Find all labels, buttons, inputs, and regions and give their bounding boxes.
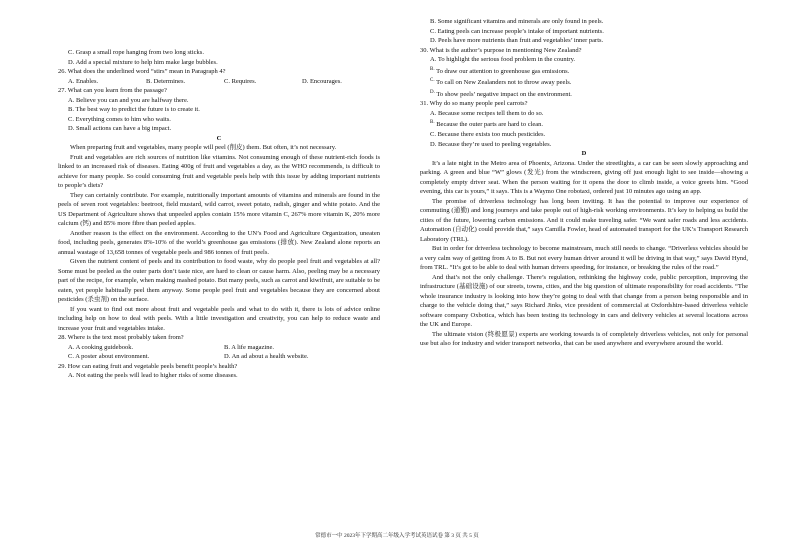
- option-c: C. Because there exists too much pesticides.: [430, 131, 546, 139]
- question-28-options-row2: [58, 352, 380, 362]
- page-footer: 常德市一中 2023年下学期高二年级入学考试英语试卷 第 3 页 共 5 页: [315, 533, 479, 539]
- option-text: Because the outer parts are hard to clean.: [436, 121, 544, 129]
- option-letter: D.: [430, 89, 435, 95]
- option-a: A. To highlight the serious food problem in the country.: [430, 56, 576, 63]
- passage-c-paragraph: Given the nutrient content of peels and its contribution to food waste, why do people peel fruit and vegetables at all? Some must be peeled as the outer parts don’t taste nice, are hard to clean or cause harm. Also, peeling may be a necessary part of the recipe, for example, when making mashed potato. But many peels, such as carrot and kiwifruit, are suitable to be eaten, yet people habitually peel them anyway. Some people peel fruit and vegetables because they are concerned about pesticides (杀虫剂) on the surface.: [58, 258, 381, 303]
- option-a: A. Enables.: [68, 77, 99, 85]
- option-line: C. Grasp a small rope hanging from two long sticks.: [68, 49, 204, 56]
- option-d: D. Small actions can have a big impact.: [68, 125, 172, 132]
- right-column: [420, 17, 748, 349]
- question-29-stem: 29. How can eating fruit and vegetable peels benefit people’s health?: [58, 362, 238, 370]
- option-text: To call on New Zealanders not to throw away peels.: [436, 79, 572, 87]
- passage-d-paragraph: The ultimate vision (终极愿景) experts are working towards is of completely driverless vehicles, not only for personal use but also for industry and wider transport networks, that can be used anywhere and everywhere around the world.: [420, 330, 748, 348]
- question-31-stem: 31. Why do so many people peel carrots?: [420, 100, 528, 108]
- passage-d-paragraph: But in order for driverless technology to become mainstream, much still needs to change. “Driverless vehicles should be a very calm way of getting from A to B. But not every human driver around it will be driving in that way,” says David Hynd, from TRL. “It’s got to be able to deal with human drivers speeding, for instance, or breaking the rules of the road.”: [420, 245, 748, 272]
- question-26-stem: 26. What does the underlined word “stirs” mean in Paragraph 4?: [58, 68, 226, 75]
- option-text: To show peels’ negative impact on the environment.: [436, 90, 572, 98]
- option-c: C. Everything comes to him who waits.: [68, 115, 171, 123]
- question-26-options: [58, 77, 380, 87]
- option-c: C. Requires.: [224, 77, 257, 85]
- question-27-stem: 27. What can you learn from the passage?: [58, 87, 167, 94]
- option-line: D. Add a special mixture to help him make large bubbles.: [68, 58, 218, 66]
- option-d: D. Encourages.: [302, 77, 342, 85]
- option-b: B. Determines.: [146, 77, 186, 85]
- option-b: [420, 65, 748, 77]
- passage-d-paragraph: It’s a late night in the Metro area of Phoenix, Arizona. Under the streetlights, a car can be seen slowly approaching and parking. A green and blue “W” glows (发光) from the windscreen, giving off just enough light to see inside—showing a completely empty driver seat. When the person waiting for it opens the door to climb inside, a voice greets him. “Good evening, this car is yours,” it says. This is a Waymo One robotaxi, ordered just 10 minutes ago using an app.: [420, 159, 748, 196]
- option-text: To draw our attention to greenhouse gas emissions.: [436, 67, 570, 75]
- option-d: D. An ad about a health website.: [224, 353, 309, 360]
- section-d-heading: D: [581, 150, 587, 158]
- option-line: C. Eating peels can increase people’s intake of important nutrients.: [430, 27, 604, 35]
- option-c: C. A poster about environment.: [68, 353, 150, 360]
- left-column: [58, 48, 380, 381]
- option-d: D. Because they’re used to peeling vegetables.: [430, 140, 552, 148]
- question-28-stem: 28. Where is the text most probably taken from?: [58, 334, 184, 341]
- option-a: A. Believe you can and you are halfway there.: [68, 96, 189, 104]
- option-c: [420, 76, 748, 88]
- option-d: [420, 88, 748, 100]
- option-a: A. A cooking guidebook.: [68, 343, 134, 351]
- passage-c-paragraph: If you want to find out more about fruit and vegetable peels and what to do with it, there is lots of advice online including help on how to deal with peels. With a little investigation and creativity, you can help to reduce waste and increase your fruit and vegetables intake.: [58, 305, 380, 332]
- option-b: [420, 118, 748, 130]
- option-line: D. Peels have more nutrients than fruit and vegetables’ inner parts.: [430, 37, 604, 44]
- option-a: A. Because some recipes tell them to do so.: [430, 109, 544, 117]
- option-b: B. A life magazine.: [224, 343, 275, 351]
- passage-d-paragraph: The promise of driverless technology has long been inviting. It has the potential to improve our experience of commuting (通勤) and long journeys and take people out of high-risk working environments. It’s key to helping us build the cities of the future, lowering carbon emissions. And it could make traveling safer. “We want safer roads and less accidents. Automation (自动化) could provide that,” says Camilla Fowler, head of automated transport for the UK’s Transport Research Laboratory (TRL).: [420, 197, 748, 243]
- question-28-options-row1: [58, 343, 380, 353]
- option-letter: C.: [430, 78, 435, 84]
- passage-c-paragraph: Fruit and vegetables are rich sources of nutrition like vitamins. Not consuming enough of these nutrient-rich foods is linked to an increased risk of diseases. Eating 400g of fruit and vegetables a day, as the WHO recommends, is difficult to achieve for many people. So could consuming fruit and vegetable peels help with this issue by adding important nutrients to people’s diets?: [58, 153, 380, 189]
- passage-d-paragraph: And that’s not the only challenge. There’s regulation, rethinking the highway code, public perception, improving the infrastructure (基础设施) of our streets, towns, cities, and the big question of ultimate responsibility for road accidents. “The whole insurance industry is looking into how they’re going to deal with that change from a person being responsible and in charge to the vehicle doing that,” says Richard Jinks, vice president of commercial at Oxfordshire-based driverless vehicle software company Oxbotica, which has been testing its technology in cars and delivery vehicles at several locations across the UK and Europe.: [420, 273, 748, 329]
- passage-c-paragraph: They can certainly contribute. For example, nutritionally important amounts of vitamins and minerals are found in the peels of seven root vegetables: beetroot, field mustard, wild carrot, sweet potato, radish, ginger and white potato. And the US Department of Agriculture shows that unpeeled apples contain 15% more vitamin C, 267% more vitamin K, 20% more calcium (钙) and 85% more fibre than peeled apples.: [58, 191, 380, 227]
- option-line: B. Some significant vitamins and minerals are only found in peels.: [430, 18, 604, 25]
- option-letter: B.: [430, 66, 435, 72]
- option-letter: B.: [430, 120, 435, 126]
- option-b: B. The best way to predict the future is to create it.: [68, 106, 200, 113]
- section-c-heading: C: [216, 134, 222, 142]
- passage-c-paragraph: Another reason is the effect on the environment. According to the UN’s Food and Agriculture Organization, uneaten food, including peels, generates 8%-10% of the world’s greenhouse gas emissions (排放). New Zealand alone reports an annual wastage of 13,658 tonnes of vegetable peels and 986 tonnes of fruit peels.: [58, 229, 380, 256]
- passage-c-paragraph: When preparing fruit and vegetables, many people will peel (削皮) them. But often, it’s not necessary.: [70, 144, 337, 151]
- question-30-stem: 30. What is the author’s purpose in mentioning New Zealand?: [420, 46, 582, 54]
- option-a: A. Not eating the peels will lead to higher risks of some diseases.: [68, 372, 238, 379]
